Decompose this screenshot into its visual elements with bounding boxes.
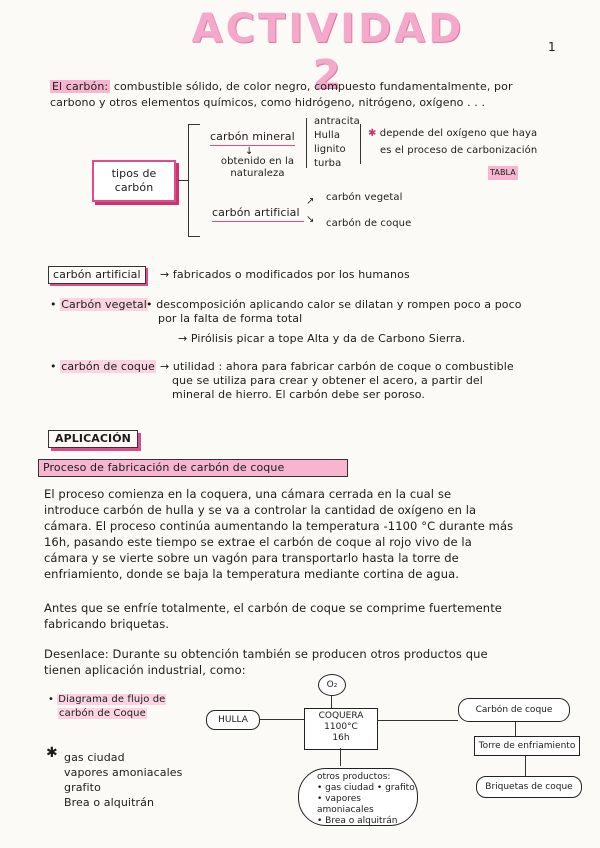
page-title: ACTIVIDAD 2 bbox=[191, 6, 465, 98]
def-text-3c: mineral de hierro. El carbón debe ser poroso. bbox=[172, 388, 426, 401]
hulla-arrow bbox=[260, 719, 304, 720]
mineral-brace bbox=[306, 118, 307, 168]
brace-bottom bbox=[188, 236, 200, 237]
mineral-note-tag: TABLA bbox=[488, 166, 518, 180]
corner-mark: 1 bbox=[548, 40, 556, 54]
o2-arrow bbox=[331, 696, 332, 708]
mineral-sub: obtenido en la naturaleza bbox=[220, 156, 295, 179]
def-term-2: Carbón vegetal bbox=[61, 298, 147, 311]
torre-to-briquetas bbox=[525, 756, 526, 776]
star-icon: ✱ bbox=[46, 745, 58, 761]
artificial-underline bbox=[212, 221, 304, 222]
brace-line bbox=[188, 124, 189, 236]
artificial-item-2: carbón de coque bbox=[326, 218, 412, 229]
mineral-arrow: ↓ bbox=[245, 146, 254, 157]
mineral-item-2: Hulla bbox=[314, 130, 341, 141]
intro-text-2: carbono y otros elementos químicos, como hidrógeno, nitrógeno, oxígeno . . . bbox=[50, 96, 486, 109]
aplicacion-paragraph-2: Antes que se enfríe totalmente, el carbón de coque se comprime fuertemente fabricando briquetas. bbox=[44, 601, 502, 631]
mineral-note-2: es el proceso de carbonización bbox=[380, 145, 538, 156]
diagram-hulla: HULLA bbox=[206, 710, 260, 730]
mineral-item-3: lignito bbox=[314, 144, 346, 155]
tipos-box-label-1: tipos de bbox=[111, 167, 157, 180]
coquera-to-otros bbox=[340, 748, 341, 766]
aplicacion-heading: Proceso de fabricación de carbón de coque bbox=[38, 459, 348, 477]
intro-term: El carbón: bbox=[52, 80, 109, 93]
artificial-arrow-1: ↗ bbox=[306, 196, 315, 207]
diagrama-label-1: • Diagrama de flujo de bbox=[48, 694, 166, 705]
mineral-item-4: turba bbox=[314, 158, 342, 169]
def-text-3b: que se utiliza para crear y obtener el acero, a partir del bbox=[172, 374, 483, 387]
def-term-2-wrap: • Carbón vegetal bbox=[50, 298, 147, 311]
def-term-3-wrap: • carbón de coque bbox=[50, 360, 155, 373]
coque-to-torre bbox=[515, 722, 516, 736]
def-term-3: carbón de coque bbox=[61, 360, 155, 373]
def-text-2: • descomposición aplicando calor se dilatan y rompen poco a poco bbox=[146, 298, 522, 311]
diagrama-label-2: carbón de Coque bbox=[59, 708, 146, 719]
diagram-briquetas: Briquetas de coque bbox=[476, 776, 582, 798]
def-text-1: → fabricados o modificados por los humanos bbox=[160, 268, 410, 281]
def-text-3: → utilidad : ahora para fabricar carbón de coque o combustible bbox=[160, 360, 514, 373]
def-text-2b: por la falta de forma total bbox=[158, 312, 303, 325]
diagram-otros: otros productos: • gas ciudad • grafito • vapores amoniacales • Brea o alquitrán bbox=[298, 768, 418, 826]
def-term-1: carbón artificial bbox=[48, 266, 146, 284]
mineral-label: carbón mineral bbox=[210, 130, 295, 143]
artificial-label: carbón artificial bbox=[212, 206, 300, 219]
diagram-torre: Torre de enfriamiento bbox=[474, 736, 580, 756]
diagram-coquera: COQUERA 1100°C 16h bbox=[304, 708, 378, 750]
mineral-note-1: ✱ depende del oxígeno que haya bbox=[368, 128, 538, 139]
tipos-box bbox=[92, 160, 176, 202]
artificial-item-1: carbón vegetal bbox=[326, 192, 403, 203]
diagram-coque: Carbón de coque bbox=[458, 698, 570, 722]
aplicacion-paragraph: El proceso comienza en la coquera, una cámara cerrada en la cual se introduce carbón de hulla y se va a controlar la cantidad de oxígeno en la cámara. El proceso continúa aumentando la temperatura -1100 °C durante más 16h, pasando este tiempo se extrae el carbón de coque al rojo vivo de la cámara y se vierte sobre un vagón para transportarlo hasta la torre de enfriamiento, donde se baja la temperatura mediante cortina de agua. bbox=[44, 487, 514, 581]
def-text-2c: → Pirólisis picar a tope Alta y da de Carbono Sierra. bbox=[178, 332, 466, 345]
intro-text-1: combustible sólido, de color negro, compuesto fundamentalmente, por bbox=[113, 80, 513, 93]
mineral-brace-2 bbox=[360, 124, 361, 164]
artificial-arrow-2: ↘ bbox=[306, 214, 315, 225]
lista-productos: gas ciudad vapores amoniacales grafito Brea o alquitrán bbox=[64, 751, 183, 809]
aplicacion-label: APLICACIÓN bbox=[48, 430, 138, 448]
intro-line-1 bbox=[50, 80, 570, 94]
brace-top bbox=[188, 124, 200, 125]
brace-mid bbox=[178, 180, 188, 181]
coquera-to-coque bbox=[378, 720, 458, 721]
diagram-o2: O₂ bbox=[318, 674, 346, 696]
mineral-item-1: antracita bbox=[314, 116, 360, 127]
tipos-box-label-2: carbón bbox=[114, 181, 154, 194]
desenlace: Desenlace: Durante su obtención también se producen otros productos que tienen aplicación industrial, como: bbox=[44, 647, 488, 677]
